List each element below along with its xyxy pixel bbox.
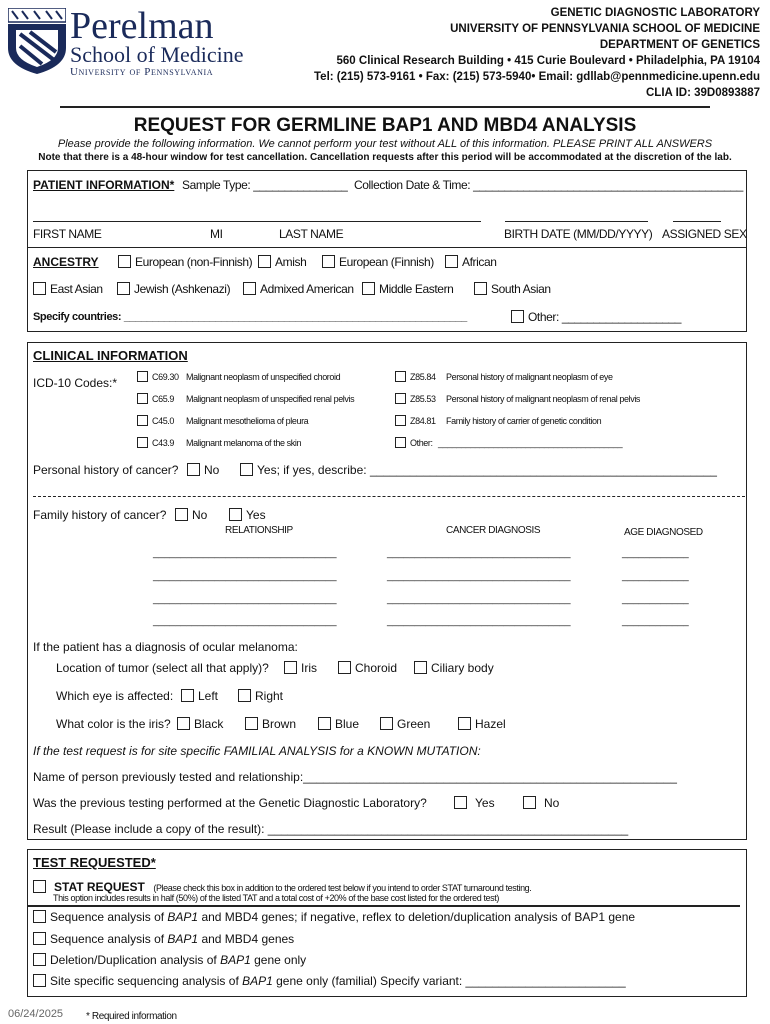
ancestry-european-finnish[interactable]: European (Finnish): [322, 255, 434, 269]
iris-color-label: What color is the iris?: [56, 717, 171, 731]
location-iris[interactable]: Iris: [284, 661, 317, 675]
iris-blue[interactable]: Blue: [318, 717, 359, 731]
test-option-3[interactable]: Deletion/Duplication analysis of BAP1 gene only: [33, 953, 306, 967]
checkbox[interactable]: [33, 282, 46, 295]
checkbox[interactable]: [137, 393, 148, 404]
lab-address: 560 Clinical Research Building • 415 Curie Boulevard • Philadelphia, PA 19104: [336, 55, 760, 67]
describe-line[interactable]: [33, 496, 745, 497]
ancestry-african[interactable]: African: [445, 255, 497, 269]
result-field[interactable]: Result (Please include a copy of the result): ______________________________________________________: [33, 822, 629, 836]
familial-note: If the test request is for site specific FAMILIAL ANALYSIS for a KNOWN MUTATION:: [33, 744, 481, 758]
family-history-label: Family history of cancer?: [33, 508, 167, 522]
checkbox[interactable]: [229, 508, 242, 521]
stat-note: (Please check this box in addition to the ordered test below if you intend to order STAT turnaround testing.: [153, 883, 532, 893]
eye-right[interactable]: Right: [238, 689, 283, 703]
previous-gdl-yes[interactable]: Yes: [454, 796, 495, 810]
checkbox[interactable]: [33, 910, 46, 923]
checkbox[interactable]: [318, 717, 331, 730]
diagnosis-blank-2[interactable]: _________________________________: [387, 571, 571, 582]
checkbox[interactable]: [118, 255, 131, 268]
checkbox[interactable]: [284, 661, 297, 674]
icd-other[interactable]: Other: ________________________________________: [395, 437, 622, 448]
univ-line: UNIVERSITY OF PENNSYLVANIA SCHOOL OF MEDICINE: [450, 23, 760, 35]
location-ciliary-body[interactable]: Ciliary body: [414, 661, 494, 675]
ancestry-jewish-ashkenazi[interactable]: Jewish (Ashkenazi): [117, 282, 230, 296]
icd-z85-53[interactable]: Z85.53 Personal history of malignant neoplasm of renal pelvis: [395, 393, 640, 404]
relationship-blank-1[interactable]: _________________________________: [153, 548, 337, 559]
ancestry-east-asian[interactable]: East Asian: [33, 282, 103, 296]
checkbox[interactable]: [137, 415, 148, 426]
checkbox[interactable]: [445, 255, 458, 268]
col-relationship: RELATIONSHIP: [225, 525, 293, 536]
icd-z85-84[interactable]: Z85.84 Personal history of malignant neoplasm of eye: [395, 371, 613, 382]
checkbox[interactable]: [243, 282, 256, 295]
cancel-note: Note that there is a 48-hour window for test cancellation. Cancellation requests after this period will be accommodated at the discretion of the lab.: [38, 152, 732, 163]
iris-hazel[interactable]: Hazel: [458, 717, 506, 731]
patient-info-heading: PATIENT INFORMATION*: [33, 178, 175, 192]
age-blank-1[interactable]: ____________: [622, 548, 689, 559]
family-history-no[interactable]: No: [175, 508, 207, 522]
logo-univ: University of Pennsylvania: [70, 66, 214, 78]
checkbox[interactable]: [33, 953, 46, 966]
checkbox[interactable]: [175, 508, 188, 521]
ancestry-label: ANCESTRY: [33, 255, 99, 269]
previous-gdl-no[interactable]: No: [523, 796, 559, 810]
ancestry-other[interactable]: Other: ___________________: [511, 310, 681, 324]
checkbox[interactable]: [322, 255, 335, 268]
checkbox[interactable]: [117, 282, 130, 295]
name-line[interactable]: [33, 221, 481, 222]
checkbox[interactable]: [395, 371, 406, 382]
icd-c65-9[interactable]: C65.9 Malignant neoplasm of unspecified renal pelvis: [137, 393, 354, 404]
previously-tested-field[interactable]: Name of person previously tested and relationship:________________________________________________________: [33, 770, 677, 784]
checkbox[interactable]: [362, 282, 375, 295]
checkbox[interactable]: [414, 661, 427, 674]
diagnosis-blank-3[interactable]: _________________________________: [387, 594, 571, 605]
assigned-sex-label: ASSIGNED SEX: [662, 227, 747, 241]
icd-c43-9[interactable]: C43.9 Malignant melanoma of the skin: [137, 437, 301, 448]
dept-line: DEPARTMENT OF GENETICS: [599, 39, 760, 51]
personal-history-label: Personal history of cancer?: [33, 463, 179, 477]
lab-contact: Tel: (215) 573-9161 • Fax: (215) 573-5940• Email: gdllab@pennmedicine.upenn.edu: [314, 71, 760, 83]
checkbox[interactable]: [338, 661, 351, 674]
form-title: REQUEST FOR GERMLINE BAP1 AND MBD4 ANALYSIS: [133, 115, 637, 136]
age-blank-3[interactable]: ____________: [622, 594, 689, 605]
checkbox[interactable]: [33, 932, 46, 945]
icd-c45-0[interactable]: C45.0 Malignant mesothelioma of pleura: [137, 415, 308, 426]
last-name-label: LAST NAME: [279, 227, 344, 241]
header-divider: [60, 106, 710, 108]
birthdate-line[interactable]: [505, 221, 648, 222]
checkbox[interactable]: [187, 463, 200, 476]
iris-green[interactable]: Green: [380, 717, 430, 731]
checkbox[interactable]: [474, 282, 487, 295]
icd-codes-label: ICD-10 Codes:*: [33, 376, 118, 390]
checkbox[interactable]: [523, 796, 536, 809]
col-cancer-diagnosis: CANCER DIAGNOSIS: [446, 525, 541, 536]
checkbox[interactable]: [395, 393, 406, 404]
stat-note-2: This option includes results in half (50%) of the listed TAT and a total cost of +20% of the base cost listed for the ordered test): [53, 893, 499, 903]
checkbox[interactable]: [33, 880, 46, 893]
ancestry-south-asian[interactable]: South Asian: [474, 282, 551, 296]
stat-divider: [28, 905, 740, 907]
sample-type-field[interactable]: Sample Type: _______________: [182, 178, 348, 192]
clinical-info-heading: CLINICAL INFORMATION: [33, 348, 188, 363]
required-note: * Required information: [86, 1011, 177, 1022]
lab-name: GENETIC DIAGNOSTIC LABORATORY: [550, 7, 760, 19]
test-option-1[interactable]: Sequence analysis of BAP1 and MBD4 genes; if negative, reflex to deletion/duplication analysis of BAP1 gene: [33, 910, 635, 924]
checkbox[interactable]: [245, 717, 258, 730]
ocular-intro: If the patient has a diagnosis of ocular melanoma:: [33, 640, 298, 654]
icd-z84-81[interactable]: Z84.81 Family history of carrier of genetic condition: [395, 415, 601, 426]
ancestry-divider: [28, 247, 746, 248]
relationship-blank-2[interactable]: _________________________________: [153, 571, 337, 582]
iris-black[interactable]: Black: [177, 717, 223, 731]
checkbox[interactable]: [511, 310, 524, 323]
mi-label: MI: [210, 227, 223, 241]
location-choroid[interactable]: Choroid: [338, 661, 397, 675]
patient-info-section: [27, 170, 747, 332]
first-name-label: FIRST NAME: [33, 227, 102, 241]
personal-history-no[interactable]: No: [187, 463, 219, 477]
checkbox[interactable]: [33, 974, 46, 987]
clinical-info-section: [27, 342, 747, 840]
test-requested-heading: TEST REQUESTED*: [33, 855, 156, 870]
age-blank-4[interactable]: ____________: [622, 616, 689, 627]
checkbox[interactable]: [177, 717, 190, 730]
ancestry-amish[interactable]: Amish: [258, 255, 306, 269]
collection-datetime-field[interactable]: Collection Date & Time: ___________________________________________: [354, 178, 743, 192]
relationship-blank-4[interactable]: _________________________________: [153, 616, 337, 627]
eye-left[interactable]: Left: [181, 689, 218, 703]
penn-shield-icon: [8, 8, 66, 74]
personal-history-yes[interactable]: Yes; if yes, describe: ____________________________________________________: [240, 463, 717, 477]
ancestry-middle-eastern[interactable]: Middle Eastern: [362, 282, 453, 296]
test-option-2[interactable]: Sequence analysis of BAP1 and MBD4 genes: [33, 932, 294, 946]
ancestry-admixed-american[interactable]: Admixed American: [243, 282, 354, 296]
family-history-yes[interactable]: Yes: [229, 508, 266, 522]
lab-contact-block: [314, 5, 760, 101]
sex-line[interactable]: [673, 221, 721, 222]
checkbox[interactable]: [395, 437, 406, 448]
tumor-location-label: Location of tumor (select all that apply)?: [56, 661, 269, 675]
checkbox[interactable]: [458, 717, 471, 730]
checkbox[interactable]: [137, 437, 148, 448]
diagnosis-blank-4[interactable]: _________________________________: [387, 616, 571, 627]
checkbox[interactable]: [181, 689, 194, 702]
logo-sub: School of Medicine: [70, 42, 244, 67]
checkbox[interactable]: [454, 796, 467, 809]
checkbox[interactable]: [240, 463, 253, 476]
col-age-diagnosed: AGE DIAGNOSED: [624, 527, 703, 538]
ancestry-european-nonfinnish[interactable]: European (non-Finnish): [118, 255, 252, 269]
clia-id: CLIA ID: 39D0893887: [646, 87, 760, 99]
footer-date: 06/24/2025: [8, 1008, 64, 1020]
diagnosis-blank-1[interactable]: _________________________________: [387, 548, 571, 559]
iris-brown[interactable]: Brown: [245, 717, 296, 731]
checkbox[interactable]: [380, 717, 393, 730]
relationship-blank-3[interactable]: _________________________________: [153, 594, 337, 605]
checkbox[interactable]: [258, 255, 271, 268]
birth-date-label: BIRTH DATE (MM/DD/YYYY): [504, 227, 653, 241]
stat-label: STAT REQUEST: [54, 880, 145, 894]
age-blank-2[interactable]: ____________: [622, 571, 689, 582]
test-option-4[interactable]: Site specific sequencing analysis of BAP1 gene only (familial) Specify variant: ________________________: [33, 974, 626, 988]
checkbox[interactable]: [395, 415, 406, 426]
logo: [8, 5, 258, 78]
checkbox[interactable]: [238, 689, 251, 702]
previous-gdl-label: Was the previous testing performed at the Genetic Diagnostic Laboratory?: [33, 796, 427, 810]
checkbox[interactable]: [137, 371, 148, 382]
logo-main: Perelman: [70, 5, 214, 47]
instructions: Please provide the following information. We cannot perform your test without ALL of this information. PLEASE PRINT ALL ANSWERS: [57, 138, 713, 150]
specify-countries-field[interactable]: Specify countries: ____________________________________________________________: [33, 311, 467, 323]
icd-c69-30[interactable]: C69.30 Malignant neoplasm of unspecified choroid: [137, 371, 340, 382]
eye-affected-label: Which eye is affected:: [56, 689, 174, 703]
